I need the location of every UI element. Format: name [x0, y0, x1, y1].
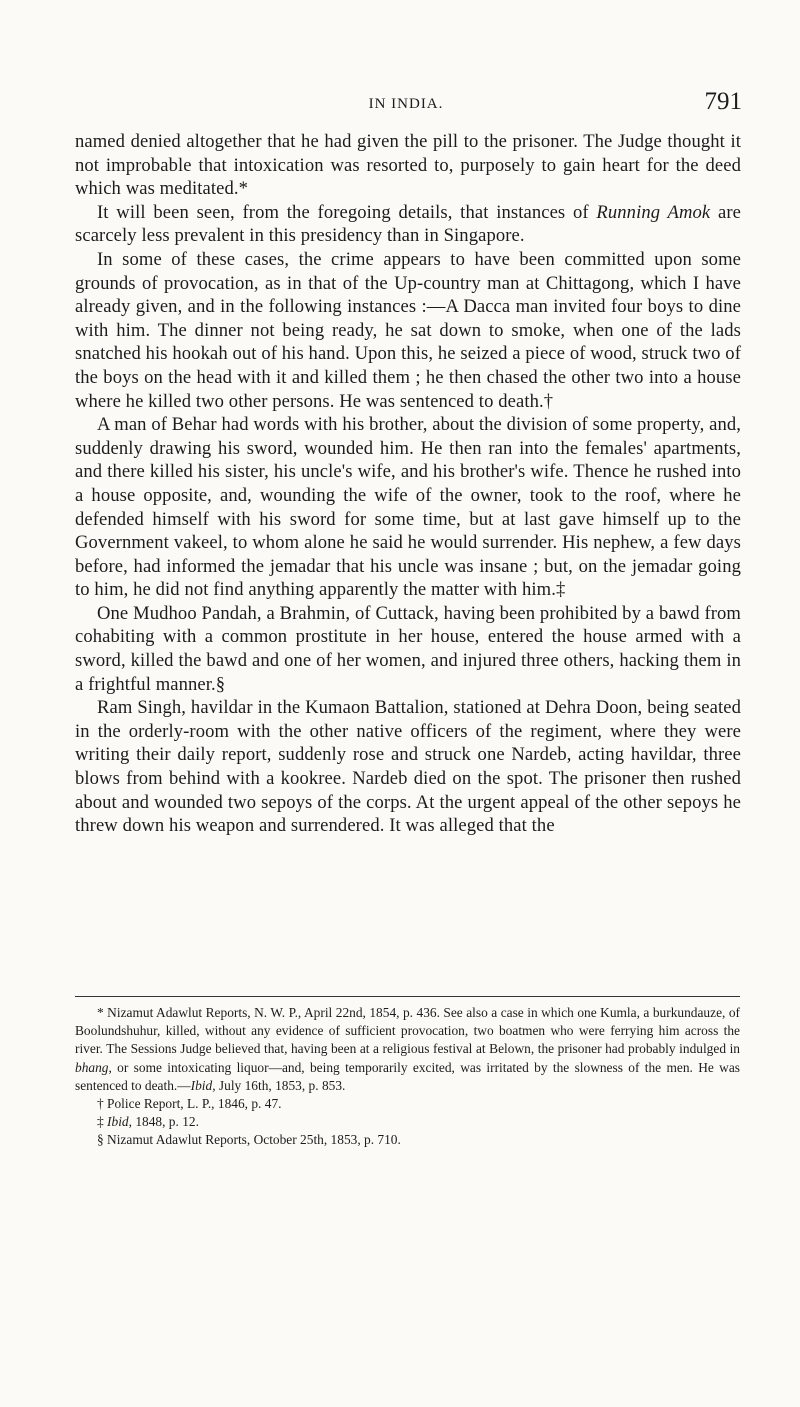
paragraph-cuttack-case: One Mudhoo Pandah, a Brahmin, of Cuttack, having been prohibited by a bawd from cohabiting with a common prostitute in her house, entered the house armed with a sword, killed the bawd and one of her women, and injured three others, hacking them in a frightful manner.§ — [75, 602, 741, 695]
footnote-divider — [75, 996, 740, 997]
paragraph-ram-singh-case: Ram Singh, havildar in the Kumaon Battalion, stationed at Dehra Doon, being seated in the orderly-room with the other native officers of the regiment, where they were writing their daily report, suddenly rose and struck one Nardeb, acting havildar, three blows from behind with a kookree. Nardeb died on the spot. The prisoner then rushed about and wounded two sepoys of the corps. At the urgent appeal of the other sepoys he threw down his weapon and surrendered. It was alleged that the — [75, 697, 741, 837]
footnote-1 — [75, 1004, 740, 1095]
running-head: IN INDIA. — [368, 96, 444, 112]
footnote-2: † Police Report, L. P., 1846, p. 47. — [97, 1096, 282, 1112]
footnotes — [75, 1004, 740, 1150]
footnote-3 — [75, 1113, 740, 1131]
text-run: ‡ — [97, 1114, 108, 1130]
paragraph-running-amok — [75, 201, 741, 248]
emphasis-bhang: bhang — [75, 1059, 109, 1075]
paragraph-behar-case: A man of Behar had words with his brother, about the division of some property, and, suddenly drawing his sword, wounded him. He then ran into the females' apartments, and there killed his sister, his uncle's wife, and his brother's wife. Thence he rushed into a house opposite, and, wounding the wife of the owner, took to the roof, where he defended himself with his sword for some time, but at last gave himself up to the Government vakeel, to whom alone he said he would surrender. His nephew, a few days before, had informed the jemadar that his uncle was insane ; but, on the jemadar going to him, he did not find anything apparently the matter with him.‡ — [75, 414, 741, 601]
text-run: , July 16th, 1853, p. 853. — [212, 1077, 346, 1093]
page-header — [70, 88, 742, 122]
text-run: * Nizamut Adawlut Reports, N. W. P., April 22nd, 1854, p. 436. See also a case in which one Kumla, a burkundauze, of Boolundshuhur, killed, without any evidence of sufficient provocation, two boatmen who were ferrying him across the river. The Sessions Judge believed that, having been at a religious festival at Belown, the prisoner had probably indulged in — [75, 1005, 740, 1057]
paragraph-dacca-case: In some of these cases, the crime appears to have been committed upon some grounds of provocation, as in that of the Up-country man at Chittagong, which I have already given, and in the following instances :—A Dacca man invited four boys to dine with him. The dinner not being ready, he sat down to smoke, when one of the lads snatched his hookah out of his hand. Upon this, he seized a piece of wood, struck two of the boys on the head with it and killed them ; he then chased the other two into a house where he killed two other persons. He was sentenced to death.† — [75, 248, 741, 412]
emphasis-running-amok: Running Amok — [596, 201, 711, 223]
emphasis-ibid: Ibid — [107, 1114, 129, 1130]
text-run: It will been seen, from the foregoing details, that instances of — [97, 201, 597, 223]
page-number: 791 — [704, 88, 742, 115]
text-run: , or some intoxicating liquor—and, being temporarily excited, was irritated by the slowness of the men. He was sentenced to death.— — [75, 1059, 740, 1093]
emphasis-ibid: Ibid — [190, 1077, 213, 1093]
body-text — [75, 130, 741, 838]
paragraph-continuation: named denied altogether that he had given the pill to the prisoner. The Judge thought it not improbable that intoxication was resorted to, purposely to gain heart for the deed which was meditated.* — [75, 131, 741, 200]
text-run: , 1848, p. 12. — [128, 1114, 199, 1130]
footnote-4: § Nizamut Adawlut Reports, October 25th, 1853, p. 710. — [97, 1132, 401, 1148]
text-run: are scarcely less prevalent in this presidency than in Singapore. — [75, 201, 741, 247]
